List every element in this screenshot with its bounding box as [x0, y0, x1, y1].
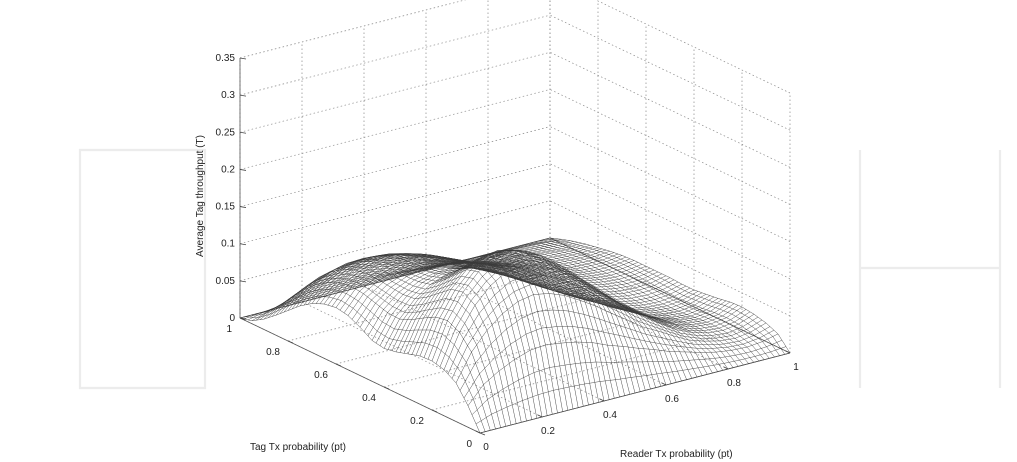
back-wall-gridline: [240, 127, 550, 207]
y-tick: [432, 410, 437, 412]
z-tick: [240, 281, 246, 282]
mesh-line-x: [287, 261, 527, 421]
side-wall-gridline: [550, 0, 790, 93]
surface-mesh: [240, 238, 790, 433]
z-tick-label: 0.35: [215, 53, 235, 64]
axis-labels: [195, 135, 733, 460]
mesh-line-x: [436, 263, 676, 383]
x-tick-label: 0.4: [603, 410, 617, 421]
mesh-line-x: [462, 258, 702, 376]
back-wall-gridline: [240, 52, 550, 132]
z-tick: [240, 132, 246, 133]
side-wall-gridline: [550, 15, 790, 130]
z-tick-label: 0.05: [215, 275, 235, 287]
y-tick-label: 1: [226, 324, 232, 335]
axes-box: [216, 0, 800, 453]
x-tick-label: 0: [483, 442, 489, 453]
z-tick-label: 0.2: [221, 164, 235, 176]
mesh-line-x: [240, 304, 480, 434]
x-tick-label: 0.2: [541, 426, 555, 437]
y-tick: [384, 387, 389, 389]
x-tick-label: 0.6: [665, 394, 679, 405]
back-wall-gridline: [240, 15, 550, 95]
back-wall-gridline: [240, 164, 550, 244]
mesh-line-x: [245, 296, 485, 431]
z-tick: [240, 95, 246, 96]
side-wall-gridline: [550, 89, 790, 204]
z-axis-label: Average Tag throughput (T): [195, 135, 206, 257]
side-wall-gridline: [550, 52, 790, 167]
z-tick-label: 0.1: [221, 238, 235, 250]
z-tick: [240, 58, 246, 59]
y-tick: [480, 433, 485, 435]
mesh-line-y: [440, 261, 750, 367]
mesh-line-x: [307, 255, 547, 416]
z-tick: [240, 169, 246, 170]
x-axis-label: Reader Tx probability (pt): [620, 449, 733, 460]
x-tick: [538, 415, 542, 417]
z-tick-label: 0.3: [221, 90, 235, 102]
mesh-line-y: [448, 275, 758, 374]
y-tick-label: 0.4: [362, 393, 376, 404]
side-wall-gridline: [550, 127, 790, 242]
x-tick-label: 1: [793, 362, 799, 373]
y-tick: [288, 341, 293, 343]
z-tick-label: 0: [229, 313, 235, 324]
mesh-line-y: [324, 254, 634, 304]
z-tick: [240, 207, 246, 208]
y-tick-label: 0: [466, 439, 472, 450]
back-wall-gridline: [240, 89, 550, 169]
z-tick-label: 0.15: [215, 201, 235, 213]
x-tick-label: 0.8: [727, 378, 741, 389]
background-watermark: [80, 150, 1000, 388]
mesh-line-y: [240, 238, 550, 318]
mesh-line-x: [297, 258, 537, 418]
y-tick-label: 0.2: [410, 416, 424, 427]
z-tick: [240, 244, 246, 245]
y-tick-label: 0.8: [266, 347, 280, 358]
y-tick: [336, 364, 341, 366]
back-wall-gridline: [240, 0, 550, 58]
mesh-line-y: [468, 334, 778, 406]
z-tick-label: 0.25: [215, 127, 235, 139]
floor-gridline: [302, 302, 542, 417]
y-tick-label: 0.6: [314, 370, 328, 381]
y-axis-label: Tag Tx probability (pt): [250, 442, 346, 453]
x-tick: [600, 399, 604, 401]
